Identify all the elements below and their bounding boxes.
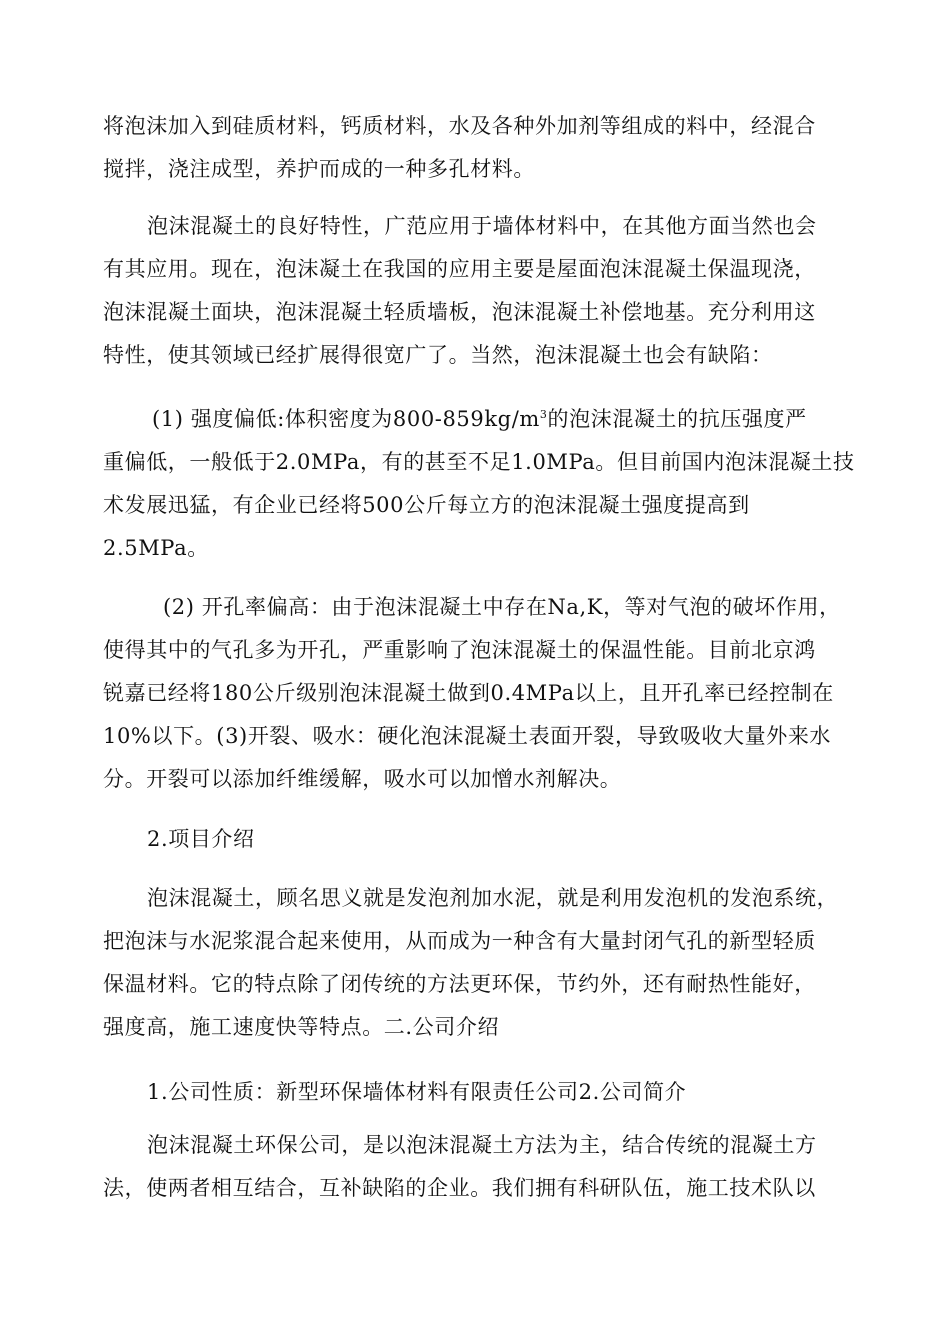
text-line: 有其应用。现在，泡沫凝土在我国的应用主要是屋面泡沫混凝土保温现浇，	[103, 257, 816, 281]
text-line: 术发展迅猛，有企业已经将500公斤每立方的泡沫混凝土强度提高到	[103, 493, 750, 517]
text-line: 使得其中的气孔多为开孔，严重影响了泡沫混凝土的保温性能。目前北京鸿	[103, 638, 816, 662]
text-span: 的泡沫混凝土的抗压强度严	[547, 407, 807, 431]
text-line: 泡沫混凝土面块，泡沫混凝土轻质墙板，泡沫混凝土补偿地基。充分利用这	[103, 300, 816, 324]
text-line: 搅拌，浇注成型，养护而成的一种多孔材料。	[103, 157, 535, 181]
text-line: 泡沫混凝土的良好特性，广范应用于墙体材料中，在其他方面当然也会	[147, 214, 817, 238]
list-item-1-line	[152, 405, 807, 433]
text-line: 泡沫混凝土，顾名思义就是发泡剂加水泥，就是利用发泡机的发泡系统，	[147, 886, 839, 910]
text-span: (1) 强度偏低:体积密度为800-859kg/m	[152, 407, 540, 431]
text-line: 把泡沫与水泥浆混合起来使用，从而成为一种含有大量封闭气孔的新型轻质	[103, 929, 816, 953]
text-line: 10%以下。(3)开裂、吸水：硬化泡沫混凝土表面开裂，导致吸收大量外来水	[103, 724, 832, 748]
text-line: (2) 开孔率偏高：由于泡沫混凝土中存在Na,K，等对气泡的破坏作用，	[163, 595, 841, 619]
text-line: 1.公司性质：新型环保墙体材料有限责任公司2.公司简介	[147, 1080, 687, 1104]
section-heading: 2.项目介绍	[147, 827, 255, 851]
text-line: 2.5MPa。	[103, 536, 209, 560]
text-line: 强度高，施工速度快等特点。二.公司介绍	[103, 1015, 500, 1039]
text-line: 分。开裂可以添加纤维缓解，吸水可以加憎水剂解决。	[103, 767, 622, 791]
text-line: 泡沫混凝土环保公司，是以泡沫混凝土方法为主，结合传统的混凝土方	[147, 1133, 817, 1157]
text-line: 将泡沫加入到硅质材料，钙质材料，水及各种外加剂等组成的料中，经混合	[103, 114, 816, 138]
text-line: 锐嘉已经将180公斤级别泡沫混凝土做到0.4MPa以上，且开孔率已经控制在	[103, 681, 834, 705]
text-line: 保温材料。它的特点除了闭传统的方法更环保，节约外，还有耐热性能好，	[103, 972, 816, 996]
text-line: 特性，使其领域已经扩展得很宽广了。当然，泡沫混凝土也会有缺陷：	[103, 343, 773, 367]
text-line: 重偏低，一般低于2.0MPa，有的甚至不足1.0MPa。但目前国内泡沫混凝土技	[103, 450, 855, 474]
text-line: 法，使两者相互结合，互补缺陷的企业。我们拥有科研队伍，施工技术队以	[103, 1176, 816, 1200]
superscript: 3	[539, 408, 548, 421]
